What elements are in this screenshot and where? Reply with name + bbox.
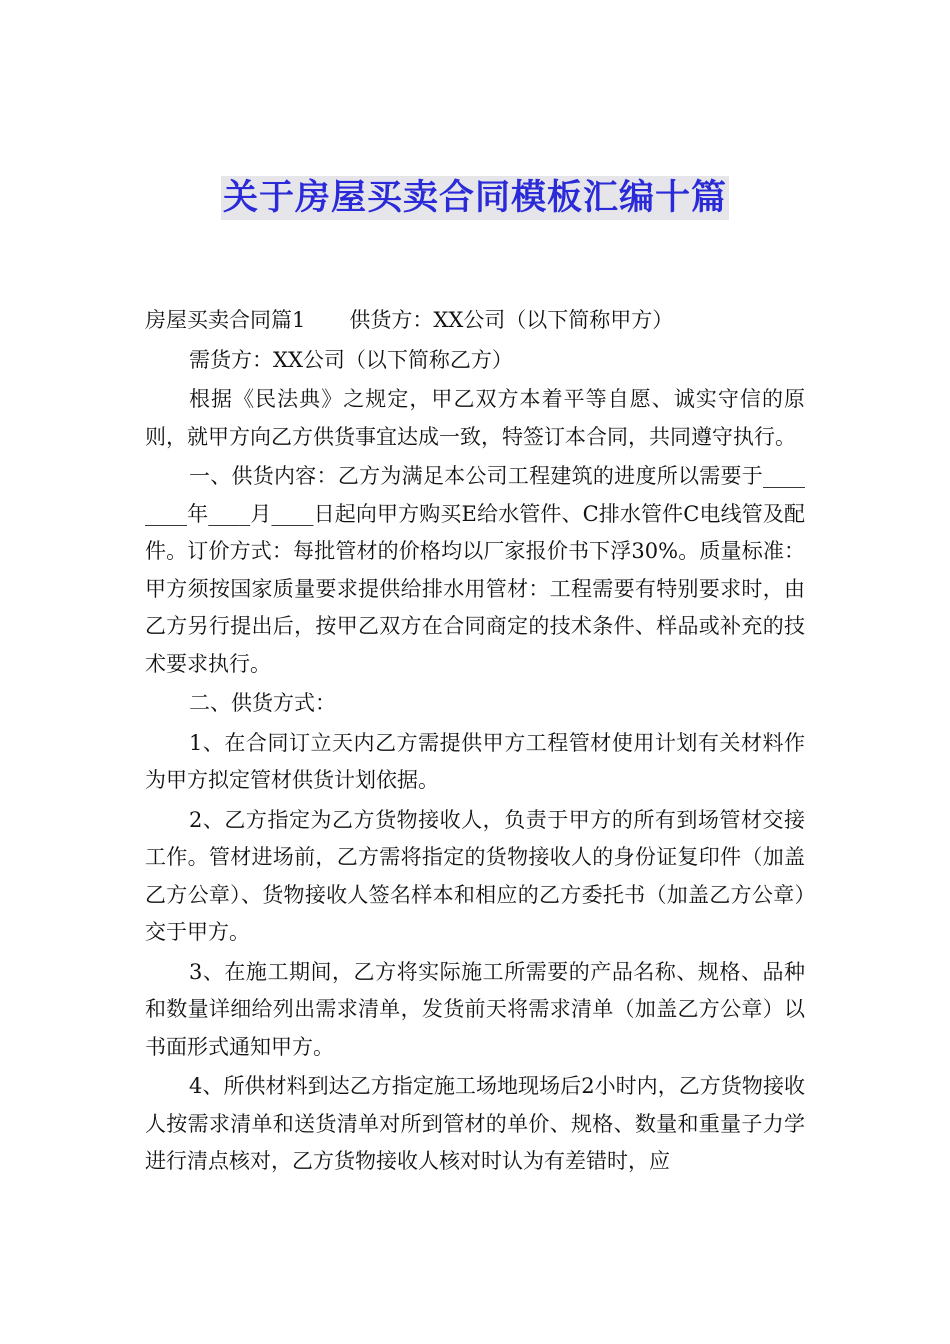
paragraph-preamble: 根据《民法典》之规定，甲乙双方本着平等自愿、诚实守信的原则，就甲方向乙方供货事宜达成一致，特签订本合同，共同遵守执行。	[145, 387, 805, 449]
paragraph-clause-2: 2、乙方指定为乙方货物接收人，负责于甲方的所有到场管材交接工作。管材进场前，乙方需将指定的货物接收人的身份证复印件（加盖乙方公章）、货物接收人签名样本和相应的乙方委托书（加盖乙方公章）交于甲方。	[145, 807, 805, 944]
contract-heading-label: 房屋买卖合同篇1	[145, 308, 306, 332]
paragraph-supply-content: 一、供货内容：乙方为满足本公司工程建筑的进度所以需要于________年____月____日起向甲方购买E给水管件、C排水管件C电线管及配件。订价方式：每批管材的价格均以厂家报价书下浮30%。质量标准：甲方须按国家质量要求提供给排水用管材：工程需要有特别要求时，由乙方另行提出后，按甲乙双方在合同商定的技术条件、样品或补充的技术要求执行。	[145, 464, 805, 676]
paragraph-clause-3: 3、在施工期间，乙方将实际施工所需要的产品名称、规格、品种和数量详细给列出需求清单，发货前天将需求清单（加盖乙方公章）以书面形式通知甲方。	[145, 959, 805, 1059]
document-title	[0, 170, 950, 220]
document-title-text: 关于房屋买卖合同模板汇编十篇	[222, 178, 727, 218]
paragraph-supply-method-heading: 二、供货方式：	[189, 691, 336, 715]
document-body	[145, 302, 805, 1183]
paragraph-clause-1: 1、在合同订立天内乙方需提供甲方工程管材使用计划有关材料作为甲方拟定管材供货计划依据。	[145, 730, 805, 792]
contract-heading-line	[145, 302, 805, 340]
buyer-line: 需货方：XX公司（以下简称乙方）	[189, 347, 513, 372]
paragraph-clause-4: 4、所供材料到达乙方指定施工场地现场后2小时内，乙方货物接收人按需求清单和送货清单对所到管材的单价、规格、数量和重量子力学进行清点核对，乙方货物接收人核对时认为有差错时，应	[145, 1074, 805, 1173]
supplier-line: 供货方：XX公司（以下简称甲方）	[349, 308, 674, 332]
